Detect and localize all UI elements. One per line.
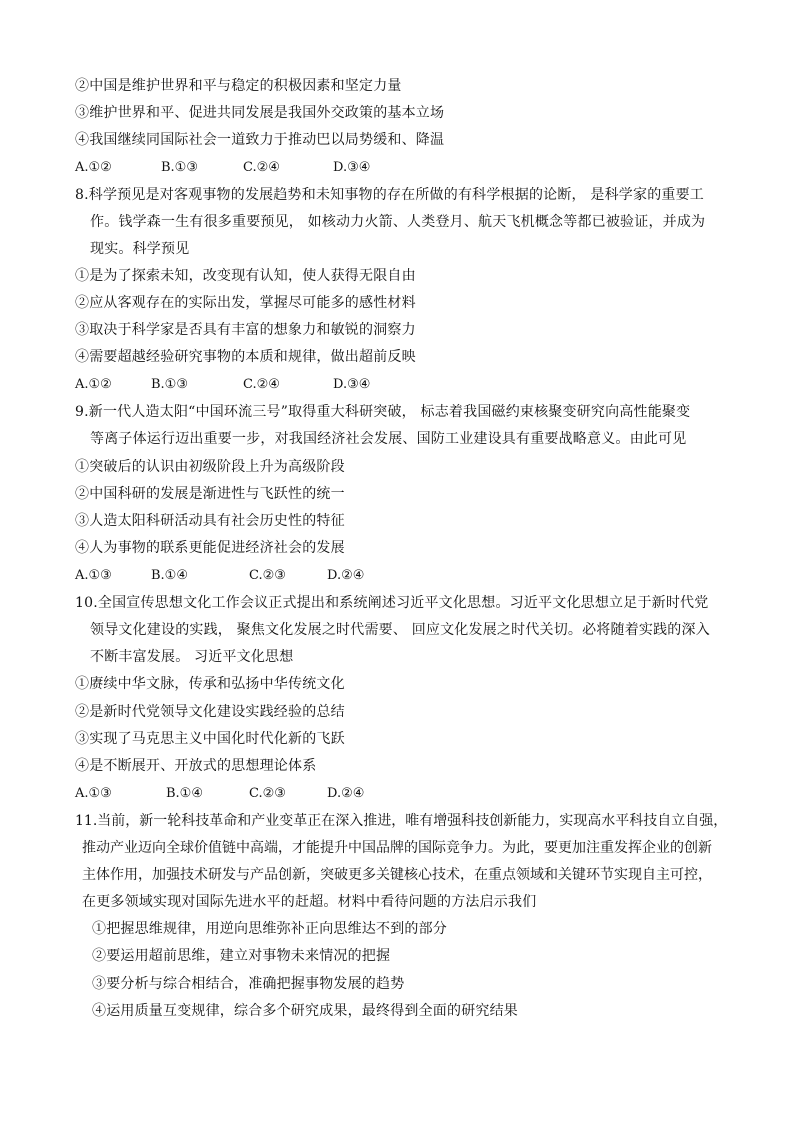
- q10-option-a: A.①③: [75, 786, 112, 801]
- q8-option-c: C.②④: [243, 377, 280, 392]
- q8-item-1: ①是为了探索未知，改变现有认知，使人获得无限自由: [75, 268, 416, 284]
- q7-item-4: ④我国继续同国际社会一道致力于推动巴以局势缓和、降温: [75, 132, 445, 148]
- q9-option-a: A.①③: [75, 568, 112, 583]
- q10-stem-line-2: 领导文化建设的实践， 聚焦文化发展之时代需要、 回应文化发展之时代关切。必将随着实践的深入: [90, 622, 710, 638]
- q10-stem-line-1: 10.全国宣传思想文化工作会议正式提出和系统阐述习近平文化思想。习近平文化思想立足于新时代党: [75, 595, 709, 611]
- q7-option-d: D.③④: [333, 160, 371, 175]
- q9-option-c: C.②③: [249, 568, 286, 583]
- q10-item-1: ①赓续中华文脉，传承和弘扬中华传统文化: [75, 676, 345, 692]
- q10-item-4: ④是不断展开、开放式的思想理论体系: [75, 758, 317, 774]
- q11-item-3: ③要分析与综合相结合，准确把握事物发展的趋势: [92, 976, 405, 992]
- q9-item-2: ②中国科研的发展是渐进性与飞跃性的统一: [75, 486, 345, 502]
- q10-option-b: B.①④: [166, 786, 203, 801]
- q9-item-3: ③人造太阳科研活动具有社会历史性的特征: [75, 513, 345, 529]
- q10-item-3: ③实现了马克思主义中国化时代化新的飞跃: [75, 731, 345, 747]
- q8-option-b: B.①③: [151, 377, 188, 392]
- q8-item-2: ②应从客观存在的实际出发，掌握尽可能多的感性材料: [75, 295, 416, 311]
- q11-stem-line-3: 主体作用，加强技术研发与产品创新，突破更多关键核心技术，在重点领域和关键环节实现自主可控，: [82, 867, 712, 883]
- q9-item-1: ①突破后的认识由初级阶段上升为高级阶段: [75, 459, 345, 475]
- q7-item-2: ②中国是维护世界和平与稳定的积极因素和坚定力量: [75, 78, 402, 94]
- q9-stem-line-1: 9.新一代人造太阳“中国环流三号”取得重大科研突破， 标志着我国磁约束核聚变研究向高性能聚变: [75, 404, 691, 420]
- q10-item-2: ②是新时代党领导文化建设实践经验的总结: [75, 704, 345, 720]
- q7-option-b: B.①③: [161, 160, 198, 175]
- q8-option-d: D.③④: [333, 377, 371, 392]
- q11-stem-line-1: 11.当前，新一轮科技革命和产业变革正在深入推进，唯有增强科技创新能力，实现高水平科技自立自强，: [75, 813, 728, 829]
- q7-option-c: C.②④: [243, 160, 280, 175]
- q9-option-d: D.②④: [327, 568, 365, 583]
- q11-item-1: ①把握思维规律，用逆向思维弥补正向思维达不到的部分: [92, 921, 447, 937]
- q8-stem-line-2: 作。钱学森一生有很多重要预见， 如核动力火箭、人类登月、航天飞机概念等都已被验证，并成为: [90, 214, 706, 230]
- q9-option-b: B.①④: [151, 568, 188, 583]
- q10-stem-line-3: 不断丰富发展。 习近平文化思想: [90, 649, 294, 665]
- q11-item-2: ②要运用超前思维，建立对事物未来情况的把握: [92, 948, 391, 964]
- q11-stem-line-2: 推动产业迈向全球价值链中高端，才能提升中国品牌的国际竞争力。为此，要更加注重发挥企业的创新: [82, 840, 712, 856]
- q7-item-3: ③维护世界和平、促进共同发展是我国外交政策的基本立场: [75, 105, 445, 121]
- q9-stem-line-2: 等离子体运行迈出重要一步，对我国经济社会发展、国防工业建设具有重要战略意义。由此可见: [90, 431, 687, 447]
- q8-option-a: A.①②: [75, 377, 112, 392]
- q7-option-a: A.①②: [75, 160, 112, 175]
- q8-stem-line-3: 现实。科学预见: [90, 241, 190, 257]
- q8-stem-line-1: 8.科学预见是对客观事物的发展趋势和未知事物的存在所做的有科学根据的论断， 是科学家的重要工: [75, 187, 705, 203]
- q10-option-d: D.②④: [327, 786, 365, 801]
- q8-item-4: ④需要超越经验研究事物的本质和规律，做出超前反映: [75, 349, 416, 365]
- q10-option-c: C.②③: [249, 786, 286, 801]
- q11-item-4: ④运用质量互变规律，综合多个研究成果，最终得到全面的研究结果: [92, 1003, 518, 1019]
- q11-stem-line-4: 在更多领域实现对国际先进水平的赶超。材料中看待问题的方法启示我们: [82, 894, 537, 910]
- q8-item-3: ③取决于科学家是否具有丰富的想象力和敏锐的洞察力: [75, 322, 416, 338]
- q9-item-4: ④人为事物的联系更能促进经济社会的发展: [75, 540, 345, 556]
